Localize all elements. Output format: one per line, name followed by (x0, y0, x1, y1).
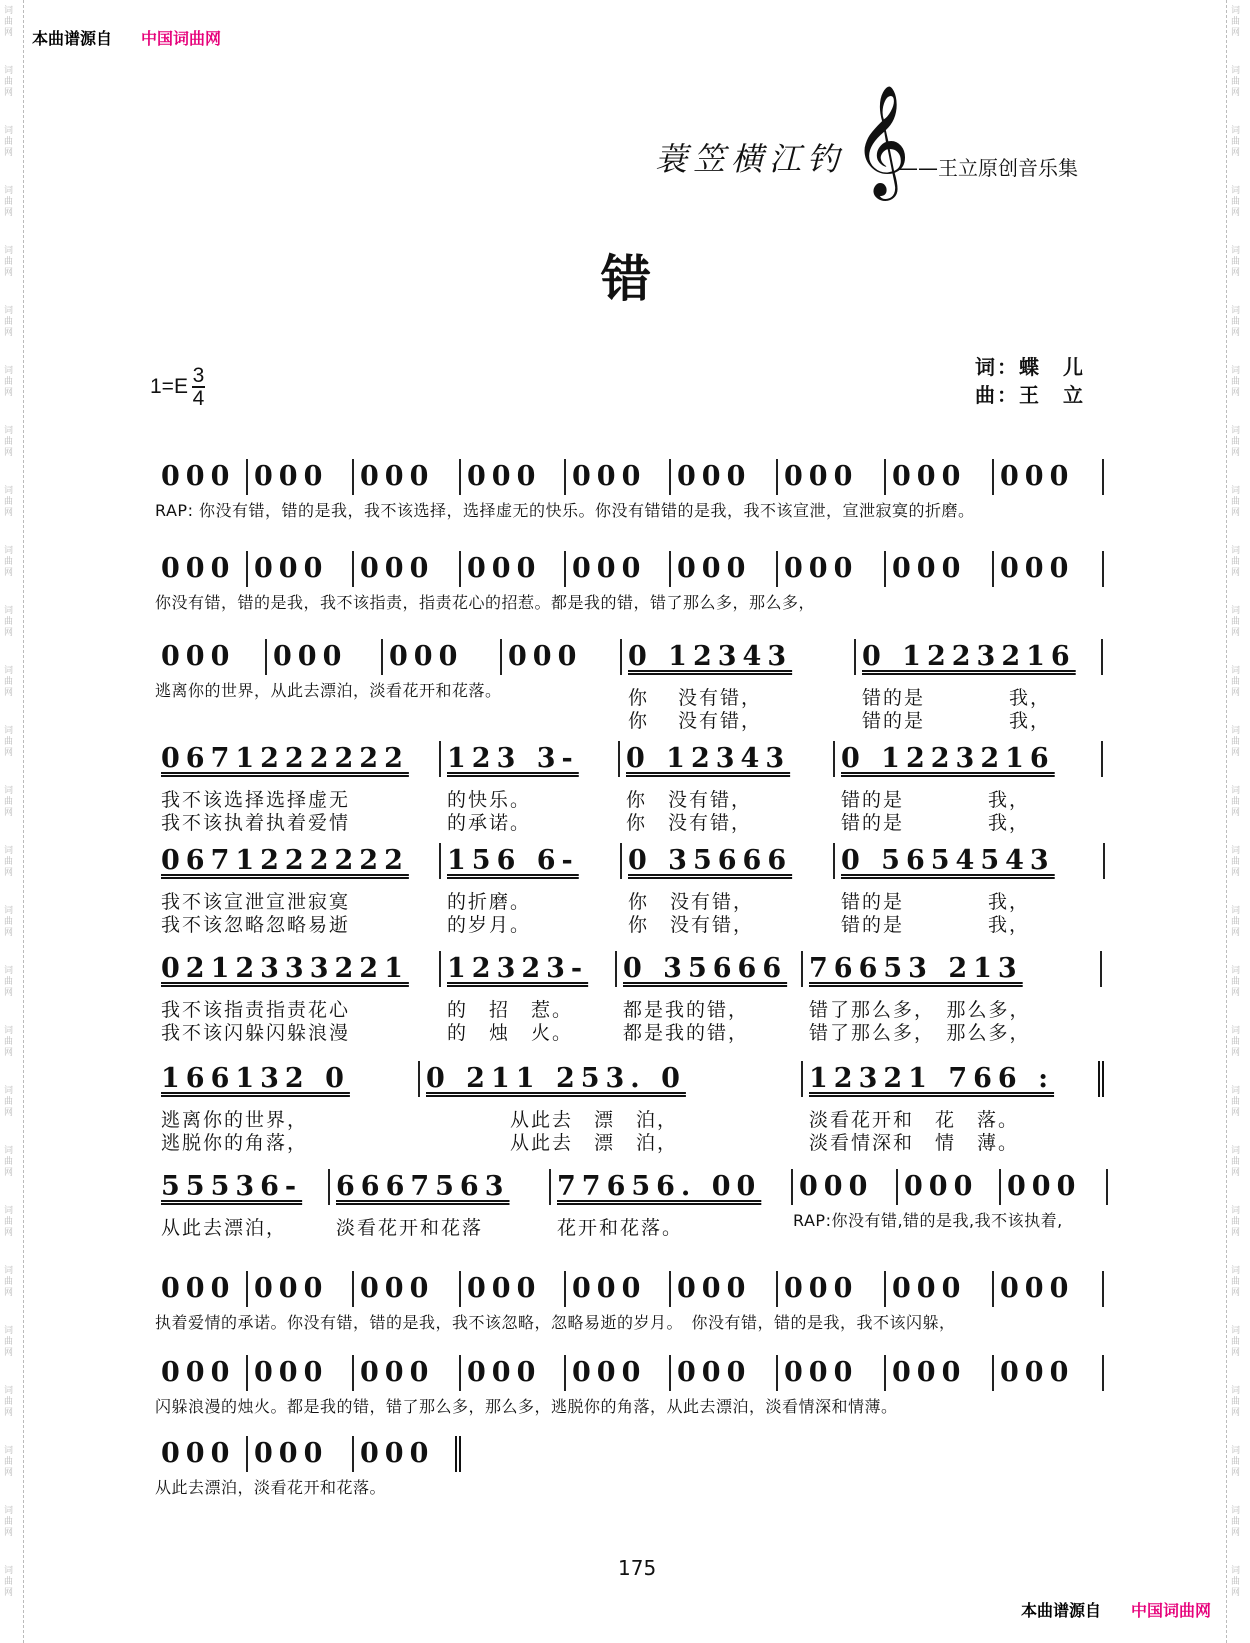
watermark-text: 词曲网 (1231, 186, 1241, 218)
measure (886, 459, 994, 495)
measure (461, 1355, 566, 1391)
measure (886, 1355, 994, 1391)
watermark-text: 词曲网 (4, 1206, 14, 1238)
measure (566, 1355, 671, 1391)
measure (617, 951, 803, 1044)
measure (622, 843, 835, 936)
measure (994, 1355, 1104, 1391)
measure-notes: 000 (1007, 1171, 1082, 1202)
watermark-text: 词曲网 (4, 1026, 14, 1058)
lyric-line: 我不该闪躲闪躲浪漫 (161, 1022, 351, 1044)
measure (835, 843, 1105, 936)
watermark-text: 词曲网 (4, 966, 14, 998)
watermark-text: 词曲网 (1231, 846, 1241, 878)
measure-notes: 0 211 253. 0 (426, 1063, 686, 1094)
measure (155, 1355, 898, 1416)
measure-notes: 0 1223216 (862, 641, 1076, 672)
key-signature (150, 365, 205, 409)
watermark-text: 词曲网 (1231, 786, 1241, 818)
lyric-line: 逃离你的世界， (161, 1109, 309, 1131)
measure (671, 551, 778, 587)
measure (420, 1061, 803, 1154)
lyric-line: 的折磨。 (447, 891, 532, 913)
measure (778, 1271, 886, 1307)
watermark-text: 词曲网 (4, 246, 14, 278)
watermark-text: 词曲网 (4, 186, 14, 218)
measure-notes: 000 (161, 1273, 236, 1304)
lyric-line: 错的是 我， (841, 812, 1031, 834)
measure-notes: 000 (572, 461, 647, 492)
watermark-text: 词曲网 (1231, 1506, 1241, 1538)
measure-notes: 0 35666 (628, 845, 793, 876)
measure-notes: 0 12343 (628, 641, 793, 672)
measure-notes: 12323- (447, 953, 589, 984)
measure (620, 741, 835, 834)
watermark-text: 词曲网 (1231, 906, 1241, 938)
source-site-link[interactable]: 中国词曲网 (141, 29, 222, 48)
watermark-text: 词曲网 (4, 486, 14, 518)
measure (803, 1061, 1104, 1154)
measure (622, 639, 856, 732)
watermark-text: 词曲网 (4, 1266, 14, 1298)
measure-notes: 12321 766 : (809, 1063, 1055, 1094)
measure-notes: 000 (572, 1273, 647, 1304)
lyric-line: 的快乐。 (447, 789, 532, 811)
measure (994, 1271, 1104, 1307)
lyric-line: 执着爱情的承诺。你没有错，错的是我，我不该忽略，忽略易逝的岁月。 你没有错，错的是我，我不该闪躲， (155, 1313, 956, 1332)
measure-notes: 000 (161, 461, 236, 492)
lyric-line: 我不该指责指责花心 (161, 999, 351, 1021)
lyric-line: 错的是 我， (841, 891, 1031, 913)
measure-notes: 000 (799, 1171, 874, 1202)
watermark-text: 词曲网 (1231, 126, 1241, 158)
measure-notes: 000 (784, 1273, 859, 1304)
measure (778, 459, 886, 495)
watermark-text: 词曲网 (4, 126, 14, 158)
measure (354, 459, 461, 495)
measure-notes: 0 5654543 (841, 845, 1055, 876)
measure (502, 639, 622, 675)
score-row (155, 1169, 1108, 1239)
measure (267, 639, 383, 675)
measure-notes: 156 6- (447, 845, 579, 876)
watermark-text: 词曲网 (1231, 1566, 1241, 1598)
watermark-text: 词曲网 (4, 846, 14, 878)
measure (354, 1271, 461, 1307)
measure-notes: 000 (904, 1171, 979, 1202)
measure (461, 551, 566, 587)
lyric-line: 我不该忽略忽略易逝 (161, 914, 351, 936)
watermark-text: 词曲网 (1231, 1266, 1241, 1298)
watermark-text: 词曲网 (1231, 1086, 1241, 1118)
watermark-text: 词曲网 (4, 606, 14, 638)
watermark-text: 词曲网 (1231, 1206, 1241, 1238)
measure (461, 459, 566, 495)
measure-notes: 0 35666 (623, 953, 788, 984)
watermark-text: 词曲网 (4, 726, 14, 758)
watermark-text: 词曲网 (1231, 1446, 1241, 1478)
lyric-line: 错了那么多， 那么多， (809, 1022, 1031, 1044)
measure (248, 459, 354, 495)
lyric-line: 你 没有错， (628, 710, 763, 732)
measure (248, 1355, 354, 1391)
measure (155, 951, 441, 1044)
score-row (155, 1355, 1104, 1416)
lyric-line: 的承诺。 (447, 812, 532, 834)
lyric-line: 的 招 惹。 (447, 999, 574, 1021)
measure (994, 459, 1104, 495)
watermark-text: 词曲网 (1231, 726, 1241, 758)
measure-notes: 000 (254, 553, 329, 584)
measure (898, 1169, 1001, 1205)
watermark-text: 词曲网 (4, 6, 14, 38)
collection-subtitle: ——王立原创音乐集 (898, 156, 1078, 180)
score-row (155, 459, 1104, 520)
measure (803, 951, 1102, 1044)
watermark-text: 词曲网 (1231, 246, 1241, 278)
measure-notes: 000 (677, 1357, 752, 1388)
measure (671, 1271, 778, 1307)
measure (155, 1436, 387, 1497)
time-top: 3 (192, 364, 205, 387)
watermark-text: 词曲网 (1231, 306, 1241, 338)
measure-notes: 000 (892, 1357, 967, 1388)
measure (155, 1271, 956, 1332)
measure-notes: 166132 0 (161, 1063, 350, 1094)
left-watermark-strip (0, 0, 24, 1643)
measure (155, 551, 816, 612)
watermark-text: 词曲网 (1231, 546, 1241, 578)
lyric-line: 你 没有错， (628, 687, 763, 709)
measure-notes: 000 (467, 461, 542, 492)
measure-notes: 000 (360, 1357, 435, 1388)
lyric-line: 闪躲浪漫的烛火。都是我的错，错了那么多，那么多，逃脱你的角落，从此去漂泊，淡看情深和情薄。 (155, 1397, 898, 1416)
measure-notes: 000 (677, 461, 752, 492)
measure-notes: 000 (161, 1357, 236, 1388)
measure-notes: 000 (784, 1357, 859, 1388)
measure-notes: 000 (892, 1273, 967, 1304)
measure-notes: 000 (254, 1273, 329, 1304)
measure-notes: 000 (784, 461, 859, 492)
measure (155, 1169, 330, 1239)
right-watermark-strip (1226, 0, 1250, 1643)
measure (671, 1355, 778, 1391)
measure-notes: 000 (161, 553, 236, 584)
lyric-line: 的 烛 火。 (447, 1022, 574, 1044)
watermark-text: 词曲网 (4, 1506, 14, 1538)
lyric-line: 错了那么多， 那么多， (809, 999, 1031, 1021)
measure-notes: 000 (677, 1273, 752, 1304)
lyric-line: 从此去 漂 泊， (426, 1109, 679, 1131)
score-row (155, 639, 1103, 732)
time-bottom: 4 (192, 387, 205, 410)
lyric-line: 你 没有错， (626, 812, 753, 834)
watermark-text: 词曲网 (1231, 1146, 1241, 1178)
lyric-line: 错的是 我， (862, 687, 1052, 709)
lyric-line: 淡看情深和 情 薄。 (809, 1132, 1020, 1154)
measure (793, 1169, 1063, 1230)
measure (330, 1169, 551, 1239)
measure (856, 639, 1103, 732)
watermark-text: 词曲网 (4, 1386, 14, 1418)
key-label: 1=E (150, 375, 188, 398)
measure (671, 459, 778, 495)
measure (248, 1271, 354, 1307)
song-title: 错 (601, 249, 651, 308)
measure (551, 1169, 793, 1239)
lyric-line: 你 没有错， (628, 914, 755, 936)
measure-notes: 55536- (161, 1171, 303, 1202)
measure-notes: 000 (360, 1438, 435, 1469)
lyric-line: 我不该宣泄宣泄寂寞 (161, 891, 351, 913)
lyric-line: 从此去漂泊，淡看花开和花落。 (155, 1478, 387, 1497)
measure (441, 843, 622, 936)
watermark-text: 词曲网 (4, 906, 14, 938)
score-row (155, 843, 1105, 936)
measure (566, 1271, 671, 1307)
lyric-line: 你 没有错， (628, 891, 755, 913)
credits (975, 353, 1085, 409)
watermark-text: 词曲网 (4, 1446, 14, 1478)
measure (155, 1061, 420, 1154)
lyric-line: 花开和花落。 (557, 1217, 684, 1239)
watermark-text: 词曲网 (1231, 6, 1241, 38)
measure (461, 1271, 566, 1307)
page-number: 175 (618, 1556, 657, 1580)
watermark-text: 词曲网 (4, 306, 14, 338)
measure-notes: 77656. 00 (557, 1171, 762, 1202)
watermark-text: 词曲网 (4, 1326, 14, 1358)
watermark-text: 词曲网 (1231, 486, 1241, 518)
measure-notes: 000 (360, 461, 435, 492)
measure-notes: 000 (360, 1273, 435, 1304)
measure-notes: 000 (467, 1273, 542, 1304)
source-label: 本曲谱源自 (32, 29, 113, 48)
watermark-text: 词曲网 (1231, 426, 1241, 458)
lyric-line: 淡看花开和 花 落。 (809, 1109, 1020, 1131)
measure-notes: 6667563 (336, 1171, 510, 1202)
watermark-text: 词曲网 (1231, 1026, 1241, 1058)
lyric-line: 逃脱你的角落， (161, 1132, 309, 1154)
measure-notes: 000 (254, 1438, 329, 1469)
score-row (155, 741, 1103, 834)
lyric-line: RAP: 你没有错，错的是我，我不该选择，选择虚无的快乐。你没有错错的是我，我不该宣泄，宣泄寂寞的折磨。 (155, 501, 975, 520)
measure-notes: 0 12343 (626, 743, 791, 774)
measure (354, 1355, 461, 1391)
lyric-line: 的岁月。 (447, 914, 532, 936)
treble-clef-icon: 𝄞 (853, 84, 910, 196)
lyric-line: 你 没有错， (626, 789, 753, 811)
measure (441, 741, 620, 834)
watermark-text: 词曲网 (4, 546, 14, 578)
watermark-text: 词曲网 (1231, 606, 1241, 638)
measure-notes: 0 1223216 (841, 743, 1055, 774)
score-row (155, 551, 1104, 612)
score-row (155, 1436, 461, 1497)
measure-notes: 000 (1000, 461, 1075, 492)
measure-notes: 000 (389, 641, 464, 672)
lyric-line: 你没有错，错的是我，我不该指责，指责花心的招惹。都是我的错，错了那么多，那么多， (155, 593, 816, 612)
measure-notes: 0212333221 (161, 953, 409, 984)
measure-notes: 000 (467, 1357, 542, 1388)
measure (778, 551, 886, 587)
measure-notes: 000 (467, 553, 542, 584)
score-row (155, 1061, 1104, 1154)
lyricist: 词：蝶 儿 (975, 355, 1085, 379)
footer-source-label: 本曲谱源自 (1021, 1601, 1102, 1620)
measure-notes: 000 (677, 553, 752, 584)
collection-name: 蓑笠横江钓 (655, 140, 846, 178)
watermark-text: 词曲网 (1231, 966, 1241, 998)
lyric-line: 都是我的错， (623, 1022, 750, 1044)
composer: 曲：王 立 (975, 383, 1085, 407)
measure (835, 741, 1103, 834)
watermark-text: 词曲网 (1231, 1326, 1241, 1358)
measure (155, 741, 441, 834)
measure (886, 551, 994, 587)
measure (155, 459, 975, 520)
watermark-text: 词曲网 (4, 366, 14, 398)
measure-notes: 000 (1000, 1357, 1075, 1388)
lyric-line: 错的是 我， (841, 789, 1031, 811)
measure (248, 1436, 354, 1472)
watermark-text: 词曲网 (1231, 1386, 1241, 1418)
measure-notes: 000 (784, 553, 859, 584)
score-row (155, 1271, 1104, 1332)
watermark-text: 词曲网 (4, 1566, 14, 1598)
measure-notes: 123 3- (447, 743, 579, 774)
watermark-text: 词曲网 (1231, 66, 1241, 98)
measure-notes: 000 (161, 641, 236, 672)
watermark-text: 词曲网 (4, 66, 14, 98)
lyric-line: 从此去 漂 泊， (426, 1132, 679, 1154)
measure-notes: 000 (360, 553, 435, 584)
measure (383, 639, 502, 675)
measure (778, 1355, 886, 1391)
measure-notes: 000 (254, 1357, 329, 1388)
score-row (155, 951, 1102, 1044)
watermark-text: 词曲网 (4, 1086, 14, 1118)
watermark-text: 词曲网 (4, 666, 14, 698)
measure-notes: 76653 213 (809, 953, 1023, 984)
lyric-line: RAP:你没有错,错的是我,我不该执着, (793, 1211, 1063, 1230)
watermark-text: 词曲网 (4, 1146, 14, 1178)
watermark-text: 词曲网 (4, 786, 14, 818)
measure-notes: 000 (892, 461, 967, 492)
measure (994, 551, 1104, 587)
lyric-line: 我不该执着执着爱情 (161, 812, 351, 834)
measure-notes: 000 (273, 641, 348, 672)
lyric-line: 淡看花开和花落 (336, 1217, 484, 1239)
measure (441, 951, 617, 1044)
measure (566, 551, 671, 587)
measure-notes: 000 (572, 553, 647, 584)
measure (1001, 1169, 1108, 1205)
measure (354, 1436, 461, 1472)
lyric-line: 错的是 我， (862, 710, 1052, 732)
measure (566, 459, 671, 495)
measure (155, 843, 441, 936)
measure-notes: 000 (892, 553, 967, 584)
lyric-line: 从此去漂泊， (161, 1217, 288, 1239)
watermark-text: 词曲网 (1231, 666, 1241, 698)
measure-notes: 0671222222 (161, 845, 409, 876)
measure-notes: 000 (254, 461, 329, 492)
measure-notes: 000 (1000, 553, 1075, 584)
lyric-line: 逃离你的世界，从此去漂泊，淡看花开和花落。 (155, 681, 502, 700)
watermark-text: 词曲网 (1231, 366, 1241, 398)
footer-source-site-link[interactable]: 中国词曲网 (1131, 1601, 1212, 1620)
measure-notes: 0671222222 (161, 743, 409, 774)
watermark-text: 词曲网 (4, 426, 14, 458)
measure (248, 551, 354, 587)
measure (354, 551, 461, 587)
measure (155, 639, 502, 700)
measure-notes: 000 (572, 1357, 647, 1388)
measure-notes: 000 (161, 1438, 236, 1469)
time-signature (192, 365, 205, 409)
measure-notes: 000 (508, 641, 583, 672)
lyric-line: 我不该选择选择虚无 (161, 789, 351, 811)
measure-notes: 000 (1000, 1273, 1075, 1304)
lyric-line: 都是我的错， (623, 999, 750, 1021)
measure (886, 1271, 994, 1307)
lyric-line: 错的是 我， (841, 914, 1031, 936)
